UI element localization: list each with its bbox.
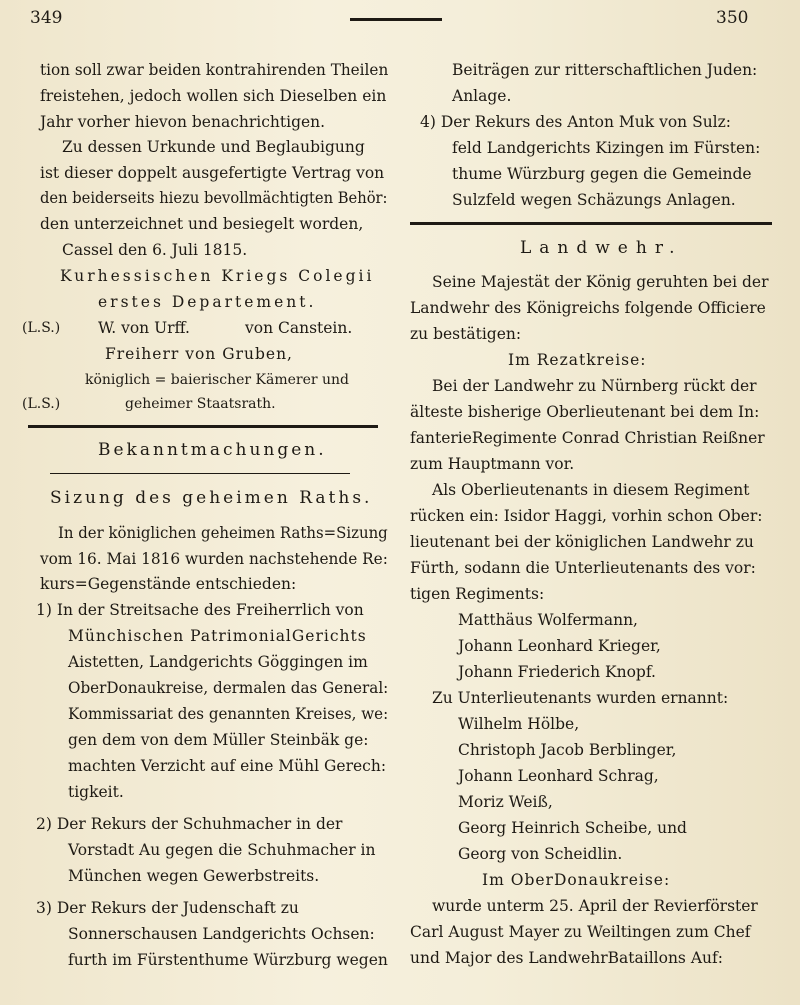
text-line: tigen Regiments:	[410, 585, 545, 603]
text-line: 1) In der Streitsache des Freiherrlich von	[36, 601, 364, 619]
text-line: Münchischen PatrimonialGerichts	[68, 627, 367, 645]
officer-name: Christoph Jacob Berblinger,	[458, 741, 677, 759]
text-line: rücken ein: Isidor Haggi, vorhin schon Ober:	[410, 507, 763, 525]
date-line: Cassel den 6. Juli 1815.	[62, 241, 248, 259]
text-line: In der königlichen geheimen Raths=Sizung	[58, 524, 388, 542]
text-line: und Major des LandwehrBataillons Auf:	[410, 949, 723, 967]
text-line: Beiträgen zur ritterschaftlichen Juden:	[452, 61, 758, 79]
text-line: Aistetten, Landgerichts Göggingen im	[68, 653, 368, 671]
text-line: tigkeit.	[68, 783, 124, 801]
text-line: machten Verzicht auf eine Mühl Gerech:	[68, 757, 387, 775]
header-rule	[350, 18, 442, 21]
text-line: fanterieRegimente Conrad Christian Reißner	[410, 429, 765, 447]
section-rule	[410, 222, 772, 225]
text-line: zu bestätigen:	[410, 325, 522, 343]
text-line: den unterzeichnet und besiegelt worden,	[40, 215, 364, 233]
text-line: Carl August Mayer zu Weiltingen zum Chef	[410, 923, 751, 941]
text-line: Anlage.	[452, 87, 512, 105]
text-line: tion soll zwar beiden kontrahirenden Theilen	[40, 61, 389, 79]
text-line: gen dem von dem Müller Steinbäk ge:	[68, 731, 369, 749]
page-number-right: 350	[716, 8, 749, 28]
text-line: Zu Unterlieutenants wurden ernannt:	[432, 689, 729, 707]
text-line: den beiderseits hiezu bevollmächtigten Behör:	[40, 189, 388, 207]
text-line: Jahr vorher hievon benachrichtigen.	[40, 113, 326, 131]
officer-name: Johann Friederich Knopf.	[458, 663, 656, 681]
text-line: Als Oberlieutenants in diesem Regiment	[432, 481, 750, 499]
text-line: 2) Der Rekurs der Schuhmacher in der	[36, 815, 343, 833]
text-line: Fürth, sodann die Unterlieutenants des vor:	[410, 559, 756, 577]
text-line: lieutenant bei der königlichen Landwehr zu	[410, 533, 754, 551]
text-line: wurde unterm 25. April der Revierförster	[432, 897, 758, 915]
text-line: Kommissariat des genannten Kreises, we:	[68, 705, 389, 723]
seal-mark: (L.S.)	[22, 396, 61, 412]
signature-title: königlich = baierischer Kämerer und	[85, 372, 350, 388]
text-line: Seine Majestät der König geruhten bei der	[432, 273, 769, 291]
heading-rule	[50, 473, 350, 474]
text-line: kurs=Gegenstände entschieden:	[40, 575, 297, 593]
text-line: furth im Fürstenthume Würzburg wegen	[68, 951, 388, 969]
officer-name: Johann Leonhard Schrag,	[458, 767, 659, 785]
section-rule	[28, 425, 378, 428]
text-line: 3) Der Rekurs der Judenschaft zu	[36, 899, 299, 917]
text-line: feld Landgerichts Kizingen im Fürsten:	[452, 139, 761, 157]
text-line: Bei der Landwehr zu Nürnberg rückt der	[432, 377, 757, 395]
text-line: zum Hauptmann vor.	[410, 455, 575, 473]
seal-mark: (L.S.)	[22, 320, 61, 336]
text-line: ist dieser doppelt ausgefertigte Vertrag von	[40, 164, 385, 182]
text-line: älteste bisherige Oberlieutenant bei dem In:	[410, 403, 760, 421]
signature-canstein: von Canstein.	[245, 319, 353, 337]
district-heading: Im OberDonaukreise:	[482, 871, 671, 889]
text-line: 4) Der Rekurs des Anton Muk von Sulz:	[420, 113, 732, 131]
heading-bekanntmachungen: Bekanntmachungen.	[98, 440, 327, 460]
officer-name: Georg von Scheidlin.	[458, 845, 623, 863]
officer-name: Wilhelm Hölbe,	[458, 715, 580, 733]
text-line: Zu dessen Urkunde und Beglaubigung	[62, 138, 365, 156]
officer-name: Johann Leonhard Krieger,	[458, 637, 661, 655]
department-line: erstes Departement.	[98, 293, 317, 311]
signature-title: geheimer Staatsrath.	[125, 396, 276, 412]
officer-name: Matthäus Wolfermann,	[458, 611, 638, 629]
text-line: OberDonaukreise, dermalen das General:	[68, 679, 389, 697]
text-line: Sulzfeld wegen Schäzungs Anlagen.	[452, 191, 736, 209]
signature-urff: W. von Urff.	[98, 319, 190, 337]
district-heading: Im Rezatkreise:	[508, 351, 647, 369]
text-line: Landwehr des Königreichs folgende Officiere	[410, 299, 766, 317]
signature-gruben: Freiherr von Gruben,	[105, 345, 293, 363]
officer-name: Georg Heinrich Scheibe, und	[458, 819, 687, 837]
text-line: München wegen Gewerbstreits.	[68, 867, 320, 885]
text-line: Sonnerschausen Landgerichts Ochsen:	[68, 925, 375, 943]
heading-sizung: Sizung des geheimen Raths.	[50, 488, 373, 508]
text-line: Vorstadt Au gegen die Schuhmacher in	[68, 841, 376, 859]
page-number-left: 349	[30, 8, 63, 28]
heading-landwehr: Landwehr.	[520, 238, 683, 258]
officer-name: Moriz Weiß,	[458, 793, 553, 811]
text-line: thume Würzburg gegen die Gemeinde	[452, 165, 752, 183]
text-line: vom 16. Mai 1816 wurden nachstehende Re:	[40, 550, 388, 568]
text-line: freistehen, jedoch wollen sich Dieselben ein	[40, 87, 387, 105]
college-line: Kurhessischen Kriegs Colegii	[60, 267, 375, 285]
